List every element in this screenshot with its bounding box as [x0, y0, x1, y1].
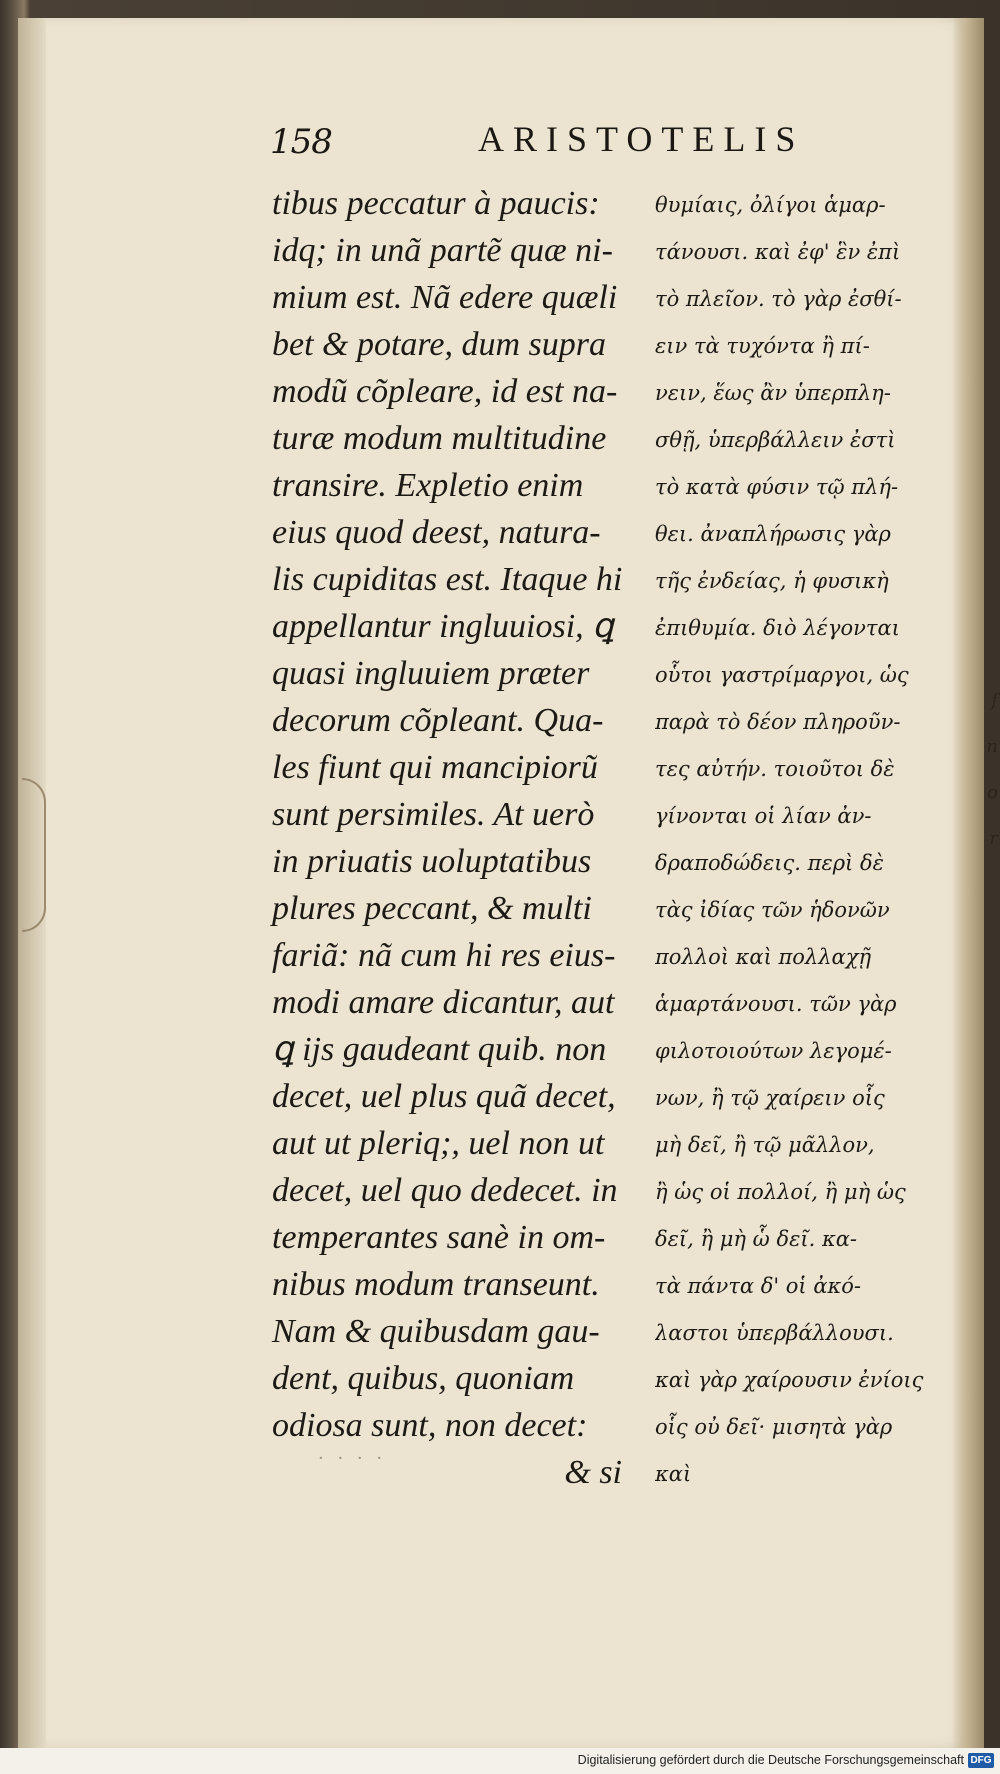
greek-text-line: καὶ γὰρ χαίρουσιν ἐνίοις	[655, 1368, 924, 1392]
greek-text-line: δεῖ, ἢ μὴ ὧ δεῖ. κα-	[655, 1227, 858, 1251]
latin-text-line: bet & potare, dum supra	[272, 326, 607, 363]
latin-text-line: sunt persimiles. At uerò	[272, 796, 595, 833]
latin-text-line: idq; in unã partẽ quæ ni-	[272, 232, 613, 269]
latin-text-line: appellantur ingluuiosi, ꝗ	[272, 608, 614, 645]
latin-text-line: lis cupiditas est. Itaque hi	[272, 561, 623, 598]
greek-text-line: οὗτοι γαστρίμαργοι, ὡς	[655, 663, 909, 687]
latin-text-line: modũ cõpleare, id est na-	[272, 373, 618, 410]
latin-text-line: in priuatis uoluptatibus	[272, 843, 592, 880]
greek-text-line: θυμίαις, ὀλίγοι ἁμαρ-	[655, 193, 886, 217]
greek-text-line: θει. ἀναπλήρωσις γὰρ	[655, 522, 891, 546]
greek-text-line: ἐπιθυμία. διὸ λέγονται	[655, 616, 900, 640]
latin-text-line: modi amare dicantur, aut	[272, 984, 615, 1021]
latin-text-line: & si	[564, 1454, 622, 1491]
page-header	[258, 118, 878, 168]
latin-text-line: fariã: nã cum hi res eius-	[272, 937, 616, 974]
greek-text-line: νων, ἢ τῷ χαίρειν οἷς	[655, 1086, 885, 1110]
greek-text-line: μὴ δεῖ, ἢ τῷ μᾶλλον,	[655, 1133, 875, 1157]
dfg-logo: DFG	[968, 1753, 994, 1768]
greek-text-line: τὸ πλεῖον. τὸ γὰρ ἐσθί-	[655, 287, 902, 311]
paper-stain	[22, 778, 46, 932]
latin-text-line: dent, quibus, quoniam	[272, 1360, 575, 1397]
greek-text-line: σθῇ, ὑπερβάλλειν ἐστὶ	[655, 428, 896, 452]
latin-text-line: mium est. Nã edere quæli	[272, 279, 618, 316]
greek-text-line: τῆς ἐνδείας, ἡ φυσικὴ	[655, 569, 889, 593]
greek-text-line: λαστοι ὑπερβάλλουσι.	[655, 1321, 894, 1345]
latin-text-line: turæ modum multitudine	[272, 420, 607, 457]
latin-text-line: transire. Expletio enim	[272, 467, 584, 504]
greek-text-line: δραποδώδεις. περὶ δὲ	[655, 851, 884, 875]
margin-fragment: ſ	[991, 690, 998, 711]
greek-text-line: τὰς ἰδίας τῶν ἡδονῶν	[655, 898, 890, 922]
latin-text-line: ꝗ ijs gaudeant quib. non	[272, 1031, 607, 1068]
margin-fragment: n	[986, 736, 998, 757]
latin-text-line: tibus peccatur à paucis:	[272, 185, 600, 222]
greek-text-line: ειν τὰ τυχόντα ἢ πί-	[655, 334, 870, 358]
ink-specks: · · · ·	[318, 1448, 387, 1469]
latin-text-line: odiosa sunt, non decet:	[272, 1407, 588, 1444]
margin-fragment: o	[987, 782, 998, 803]
latin-text-line: decorum cõpleant. Qua-	[272, 702, 604, 739]
latin-text-line: eius quod deest, natura-	[272, 514, 601, 551]
greek-text-line: νειν, ἕως ἂν ὑπερπλη-	[655, 381, 891, 405]
greek-text-line: τὸ κατὰ φύσιν τῷ πλή-	[655, 475, 899, 499]
latin-text-line: plures peccant, & multi	[272, 890, 592, 927]
margin-fragment: r	[989, 828, 998, 849]
greek-text-line: ἢ ὡς οἱ πολλοί, ἢ μὴ ὡς	[655, 1180, 906, 1204]
greek-text-line: τάνουσι. καὶ ἐφ' ἓν ἐπὶ	[655, 240, 901, 264]
latin-text-line: nibus modum transeunt.	[272, 1266, 600, 1303]
greek-text-line: ἁμαρτάνουσι. τῶν γὰρ	[655, 992, 897, 1016]
greek-text-line: παρὰ τὸ δέον πληροῦν-	[655, 710, 901, 734]
greek-text-line: φιλοτοιούτων λεγομέ-	[655, 1039, 892, 1063]
latin-text-line: decet, uel plus quã decet,	[272, 1078, 616, 1115]
greek-text-line: τὰ πάντα δ' οἱ ἀκό-	[655, 1274, 862, 1298]
latin-text-line: quasi ingluuiem præter	[272, 655, 590, 692]
greek-text-line: καὶ	[655, 1462, 692, 1486]
greek-text-line: οἷς οὐ δεῖ· μισητὰ γὰρ	[655, 1415, 893, 1439]
greek-column	[655, 182, 955, 1498]
page-fore-edge	[952, 18, 984, 1748]
greek-text-line: τες αὐτήν. τοιοῦτοι δὲ	[655, 757, 895, 781]
greek-text-line: γίνονται οἱ λίαν ἀν-	[655, 804, 872, 828]
latin-text-line: aut ut pleriq;, uel non ut	[272, 1125, 605, 1162]
footer-credit: Digitalisierung gefördert durch die Deutsche Forschungsgemeinschaft	[577, 1753, 964, 1767]
digitization-footer	[0, 1748, 1000, 1774]
greek-text-line: πολλοὶ καὶ πολλαχῇ	[655, 945, 872, 969]
latin-column	[272, 180, 642, 1496]
page-number: 158	[270, 122, 332, 162]
latin-text-line: les fiunt qui mancipiorũ	[272, 749, 598, 786]
latin-text-line: temperantes sanè in om-	[272, 1219, 606, 1256]
latin-text-line: decet, uel quo dedecet. in	[272, 1172, 618, 1209]
latin-text-line: Nam & quibusdam gau-	[272, 1313, 600, 1350]
running-head: ARISTOTELIS	[478, 119, 805, 159]
